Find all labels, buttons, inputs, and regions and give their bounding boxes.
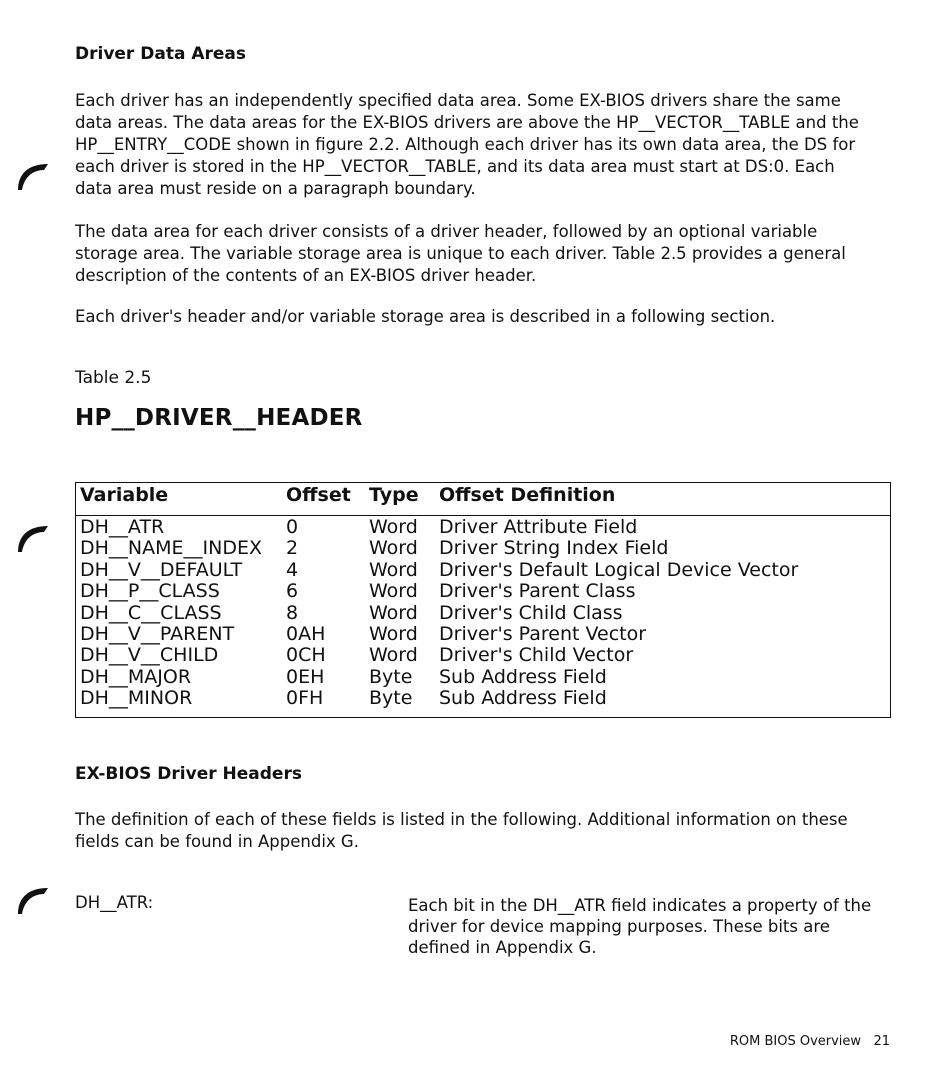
table-row bbox=[76, 603, 890, 624]
paragraph-data-areas: Each driver has an independently specified data area. Some EX-BIOS drivers share the same data areas. The data areas for the EX-BIOS drivers are above the HP__VECTOR__TABLE and the HP__ENTRY__CODE shown in figure 2.2. Although each driver has its own data area, the DS for each driver is stored in the HP__VECTOR__TABLE, and its data area must start at DS:0. Each data area must reside on a paragraph boundary. bbox=[75, 91, 859, 198]
cell-offset: 6 bbox=[286, 580, 299, 603]
cell-definition: Driver's Child Vector bbox=[439, 644, 634, 667]
paragraph-driver-header: The data area for each driver consists of a driver header, followed by an optional variable storage area. The variable storage area is unique to each driver. Table 2.5 provides a general description of the contents of an EX-BIOS driver header. bbox=[75, 222, 846, 285]
cell-definition: Driver's Child Class bbox=[439, 601, 623, 624]
cell-definition: Driver's Parent Class bbox=[439, 580, 636, 603]
table-row bbox=[76, 538, 890, 559]
column-header-type: Type bbox=[369, 484, 419, 506]
cell-offset: 0 bbox=[286, 516, 299, 538]
column-header-definition: Offset Definition bbox=[439, 484, 616, 506]
table-body bbox=[76, 517, 890, 710]
cell-type: Word bbox=[369, 558, 418, 581]
cell-offset: 8 bbox=[286, 601, 299, 624]
column-header-offset: Offset bbox=[286, 484, 351, 506]
cell-offset: 2 bbox=[286, 537, 299, 560]
driver-header-table bbox=[75, 482, 891, 718]
table-caption: Table 2.5 bbox=[75, 368, 152, 388]
table-row bbox=[76, 560, 890, 581]
cell-type: Word bbox=[369, 601, 418, 624]
cell-definition: Driver String Index Field bbox=[439, 537, 669, 560]
cell-type: Word bbox=[369, 516, 418, 538]
margin-mark-icon bbox=[14, 884, 50, 916]
cell-variable: DH__NAME__INDEX bbox=[80, 537, 262, 560]
table-row bbox=[76, 667, 890, 688]
cell-variable: DH__V__CHILD bbox=[80, 644, 219, 667]
cell-variable: DH__C__CLASS bbox=[80, 601, 222, 624]
cell-offset: 4 bbox=[286, 558, 299, 581]
table-row bbox=[76, 688, 890, 709]
cell-offset: 0FH bbox=[286, 687, 324, 710]
cell-variable: DH__ATR bbox=[80, 516, 165, 538]
cell-offset: 0EH bbox=[286, 665, 325, 688]
cell-offset: 0CH bbox=[286, 644, 326, 667]
cell-type: Word bbox=[369, 622, 418, 645]
paragraph-storage-area: Each driver's header and/or variable storage area is described in a following section. bbox=[75, 307, 776, 326]
subsection-heading: EX-BIOS Driver Headers bbox=[75, 764, 302, 784]
section-heading: Driver Data Areas bbox=[75, 44, 246, 64]
cell-variable: DH__V__PARENT bbox=[80, 622, 235, 645]
cell-type: Word bbox=[369, 644, 418, 667]
field-label: DH__ATR: bbox=[75, 893, 154, 912]
table-header-row bbox=[76, 483, 890, 516]
cell-definition: Sub Address Field bbox=[439, 687, 607, 710]
cell-variable: DH__V__DEFAULT bbox=[80, 558, 243, 581]
cell-offset: 0AH bbox=[286, 622, 326, 645]
page-footer: ROM BIOS Overview 21 bbox=[729, 1034, 890, 1049]
table-row bbox=[76, 517, 890, 538]
cell-definition: Driver's Parent Vector bbox=[439, 622, 647, 645]
column-header-variable: Variable bbox=[80, 484, 169, 506]
cell-variable: DH__MINOR bbox=[80, 687, 193, 710]
table-row bbox=[76, 624, 890, 645]
margin-mark-icon bbox=[14, 522, 50, 554]
table-row bbox=[76, 581, 890, 602]
margin-mark-icon bbox=[14, 160, 50, 192]
cell-definition: Sub Address Field bbox=[439, 665, 607, 688]
table-row bbox=[76, 645, 890, 666]
cell-type: Byte bbox=[369, 687, 413, 710]
cell-type: Word bbox=[369, 580, 418, 603]
cell-type: Word bbox=[369, 537, 418, 560]
cell-type: Byte bbox=[369, 665, 413, 688]
subsection-paragraph: The definition of each of these fields is listed in the following. Additional information on these fields can be found in Appendix G. bbox=[75, 810, 848, 851]
cell-variable: DH__MAJOR bbox=[80, 665, 192, 688]
field-description: Each bit in the DH__ATR field indicates a property of the driver for device mapping purposes. These bits are defined in Appendix G. bbox=[408, 896, 872, 957]
cell-variable: DH__P__CLASS bbox=[80, 580, 220, 603]
cell-definition: Driver's Default Logical Device Vector bbox=[439, 558, 799, 581]
cell-definition: Driver Attribute Field bbox=[439, 516, 638, 538]
table-title: HP__DRIVER__HEADER bbox=[75, 405, 363, 431]
